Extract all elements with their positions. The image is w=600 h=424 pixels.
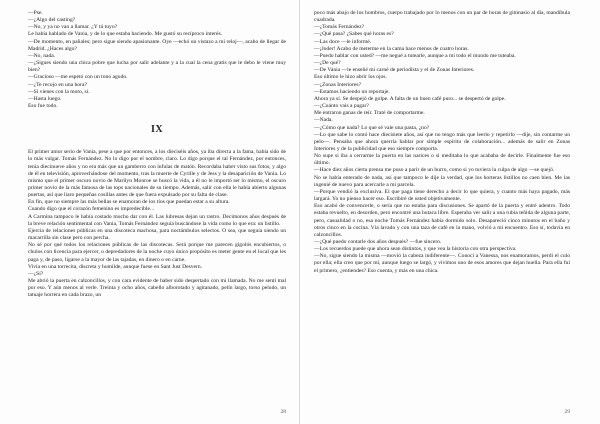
- paragraph: Ahora ya sí. Se despejó de golpe. A falta de un buen café puro... se despertó de golpe.: [314, 95, 506, 102]
- paragraph: Eso fue todo.: [28, 103, 58, 110]
- dialogue-line: —Porque vendió la exclusiva. El que paga tiene derecho a decir lo que quiera, y cuanto más haya pagado, más largará. Yo no pienso hacer eso. Escribiré de usted objetivamente.: [314, 188, 570, 203]
- paragraph: Me entraron ganas de reír. Traté de comportarme.: [314, 110, 425, 117]
- dialogue-line: —¿De qué?: [314, 60, 341, 67]
- dialogue-line: —De Vania —le enseñé mi carné de periodista y el de Zonas Interiores.: [314, 67, 475, 74]
- paragraph: Eso acabó de convencerle, o sería que no estaba para discusiones. Se apartó de la puerta y entré adentro. Todo estaba revuelto, en desorden, pero encontré una butaca libre. Esperaba ver salir a una rubia teñida de alguna parte, pero, casualidad o no, esa noche Tomás Fernández había dormido solo. Desapareció cinco minutos en el baño y otros cinco en la cocina. Vía lavado y con una taza de café en la mano, volvió a mi encuentro. Eso sí, todavía en calzoncillos.: [314, 203, 570, 238]
- paragraph: poco más abajo de los hombros, cuerpo trabajado por lo menos con un par de horas de gimnasio al día, mandíbula cuadrada.: [314, 10, 570, 24]
- dialogue-line: —¿Te recojo en una hora?: [28, 81, 87, 88]
- paragraph: No supe si iba a cerrarme la puerta en las narices o si meditaba lo que acababa de decirle. Finalmente fue eso último.: [314, 153, 570, 167]
- paragraph: En fin, que no siempre las más bellas se enamoran de los tíos que puedan estar a su altura.: [28, 199, 230, 206]
- paragraph: Eso último le hizo abrir los ojos.: [314, 74, 387, 81]
- paragraph: Me abrió la puerta en calzoncillos, y con cara evidente de haber sido despertado con mi llamada. No me sentí mal por eso. Y aún menos al verle. Treinta y ocho años, cabello alborotado y agitanado, pelín largo, torso peludo, un tatuaje horrera en cada brazo, un: [28, 278, 286, 299]
- paragraph: Vivía en una torrecita, discreta y humilde, aunque fuese en Sant Just Desvern.: [28, 263, 203, 270]
- right-page: [300, 0, 600, 424]
- dialogue-line: —¿Sigues siendo una chica pobre que lucha por salir adelante y a la cual la cena gratis que le debo le viene muy bien?: [28, 60, 286, 74]
- page-number: 29: [564, 409, 570, 415]
- dialogue-line: —Hace diez años cierta prensa me puso a parir de un burro, como si yo tuviera la culpa de algo —se quejó.: [314, 167, 555, 174]
- dialogue-line: —¿Zonas Interiores?: [314, 81, 362, 88]
- dialogue-line: —No, y ya no van a llamar. ¿Y tú tuyo?: [28, 24, 118, 31]
- paragraph: El primer amor serio de Vania, pese a que por entonces, a los dieciséis años, ya iba directa a la fama, había sido de lo más vulgar. Tomás Fernández. No lo digo por el nombre, claro. Lo digo porque el tal Fernández, por entonces, tenía diecinueve años y no era más que un gamberro con ínfulas de matón. Recordaba haber visto sus fotos, y algo de él en televisión, aprovechándose del momento, tras la muerte de Cyrille y de Jess y la desaparición de Vania. Lo mismo que el primer oscuro novio de Marilyn Monroe se buscó la vida, a él no le importó ser lo mismo, el oscuro primer novio de la más famosa de las tops nacionales de su tiempo. Además, salir con ella le había abierto algunas puertas, así que liaro pequeñas cosillas antes de que fuera expulsado por su falta de clase.: [28, 149, 286, 199]
- dialogue-line: —¿Algo del casting?: [28, 17, 76, 24]
- paragraph: Le había hablado de Vania, y de lo que estaba haciendo. Me gustó su recíproco interés.: [28, 31, 223, 38]
- chapter-heading: IX: [150, 124, 164, 136]
- dialogue-line: —Gracioso —me espetó con un tono agudo.: [28, 74, 128, 81]
- dialogue-line: —De momento, en pañales; pero sigue siendo apasionante. Oye —echó un vistazo a mi reloj—, acabo de llegar de Madrid. ¿Haces algo?: [28, 38, 286, 52]
- left-page-chapter-text: [28, 149, 286, 299]
- page-number: 28: [280, 409, 286, 415]
- dialogue-line: —Los recuerdos puede que ahora sean distintos, y que vea la historia con otra perspectiva.: [314, 246, 517, 253]
- paragraph: A Carmina tampoco le había costado mucho dar con él. Las lubresas dejan un rastro. Decimonos años después de la breve relación sentimental con Vania, Tomás Fernández seguía buscándose la vida como lo que era: un listillo.: [28, 213, 286, 227]
- dialogue-line: —Estamos haciendo un reportaje.: [314, 88, 390, 95]
- dialogue-line: —¡Joder! Acabo de meterme en la cama hace menos de cuatro horas.: [314, 45, 469, 52]
- left-page-text: [28, 10, 286, 110]
- dialogue-line: —Lo que sabe lo contó hace diecisiete años, así que no tengo más que leerlo y repetirlo —dije, sin contarme un pelo—. Pensaba que ahora querría hablar por simple espíritu de colaboración... además de salir en Zonas Interiores y de la publicidad que eso siempre comporta.: [314, 131, 570, 152]
- right-page-text: [314, 10, 570, 275]
- paragraph: Ejercía de relaciones públicas en una discoteca machosa, para noctámbulos selectos. O sea, que seguía siendo un macarrilla sin clase pero con percha.: [28, 227, 286, 242]
- dialogue-line: —Pse.: [28, 10, 43, 16]
- dialogue-line: —Si vienes con la moto, sí.: [28, 88, 90, 95]
- dialogue-line: —¿Qué puedo contarle dos años después? —fue sincero.: [314, 239, 442, 245]
- dialogue-line: —¿Tomás Fernández?: [314, 24, 365, 31]
- dialogue-line: —¿Cómo que nada? Lo que sé vale una pasta, ¿no?: [314, 124, 430, 131]
- paragraph: No sé por qué todos los relaciones públicas de las discotecas. Será porque me parecen gigolós encubiertos, o chulos con licencia para ejercer, o depredadores de la noche cuyo único propósito es meter gente en el local que les paga y, de paso, ligarse a la mayor de las tajadas, en dinero o en carne.: [28, 242, 286, 263]
- dialogue-line: —No, nada.: [28, 52, 56, 59]
- dialogue-line: —¿Sí?: [28, 270, 44, 277]
- dialogue-line: —Las doce —le informé.: [314, 38, 372, 45]
- dialogue-line: —Hasta luego.: [28, 95, 62, 102]
- dialogue-line: —¿Qué pasa? ¿Sabes qué horas es?: [314, 31, 394, 38]
- dialogue-line: —Puedo hablar con usted? —me negué a tutearle, aunque a mí todo el mundo me tuteaba.: [314, 52, 516, 59]
- paragraph: Cuando digo que el corazón femenino es impredecible...: [28, 206, 155, 213]
- dialogue-line: —¿Cuánto vais a pagar?: [314, 103, 369, 110]
- dialogue-line: —No, sigue siendo la misma —movió la cabeza indiferente—. Conocí a Vanessa, nos enamoramos, perdí el culo por ella; ella creo que por mí, aunque luego se largó, y vivimos uno de esos amores que dejan huella. Para ella fui el primero, ¿entiendes? Eso cuenta, y más en una chica.: [314, 253, 570, 274]
- dialogue-line: —Nada.: [314, 117, 333, 124]
- paragraph: No se había enterado de nada, así que tampoco le dije la verdad, que los horteras listillos no caen bien. Me las ingenié de nuevo para acercarle a mi parcela.: [314, 174, 570, 188]
